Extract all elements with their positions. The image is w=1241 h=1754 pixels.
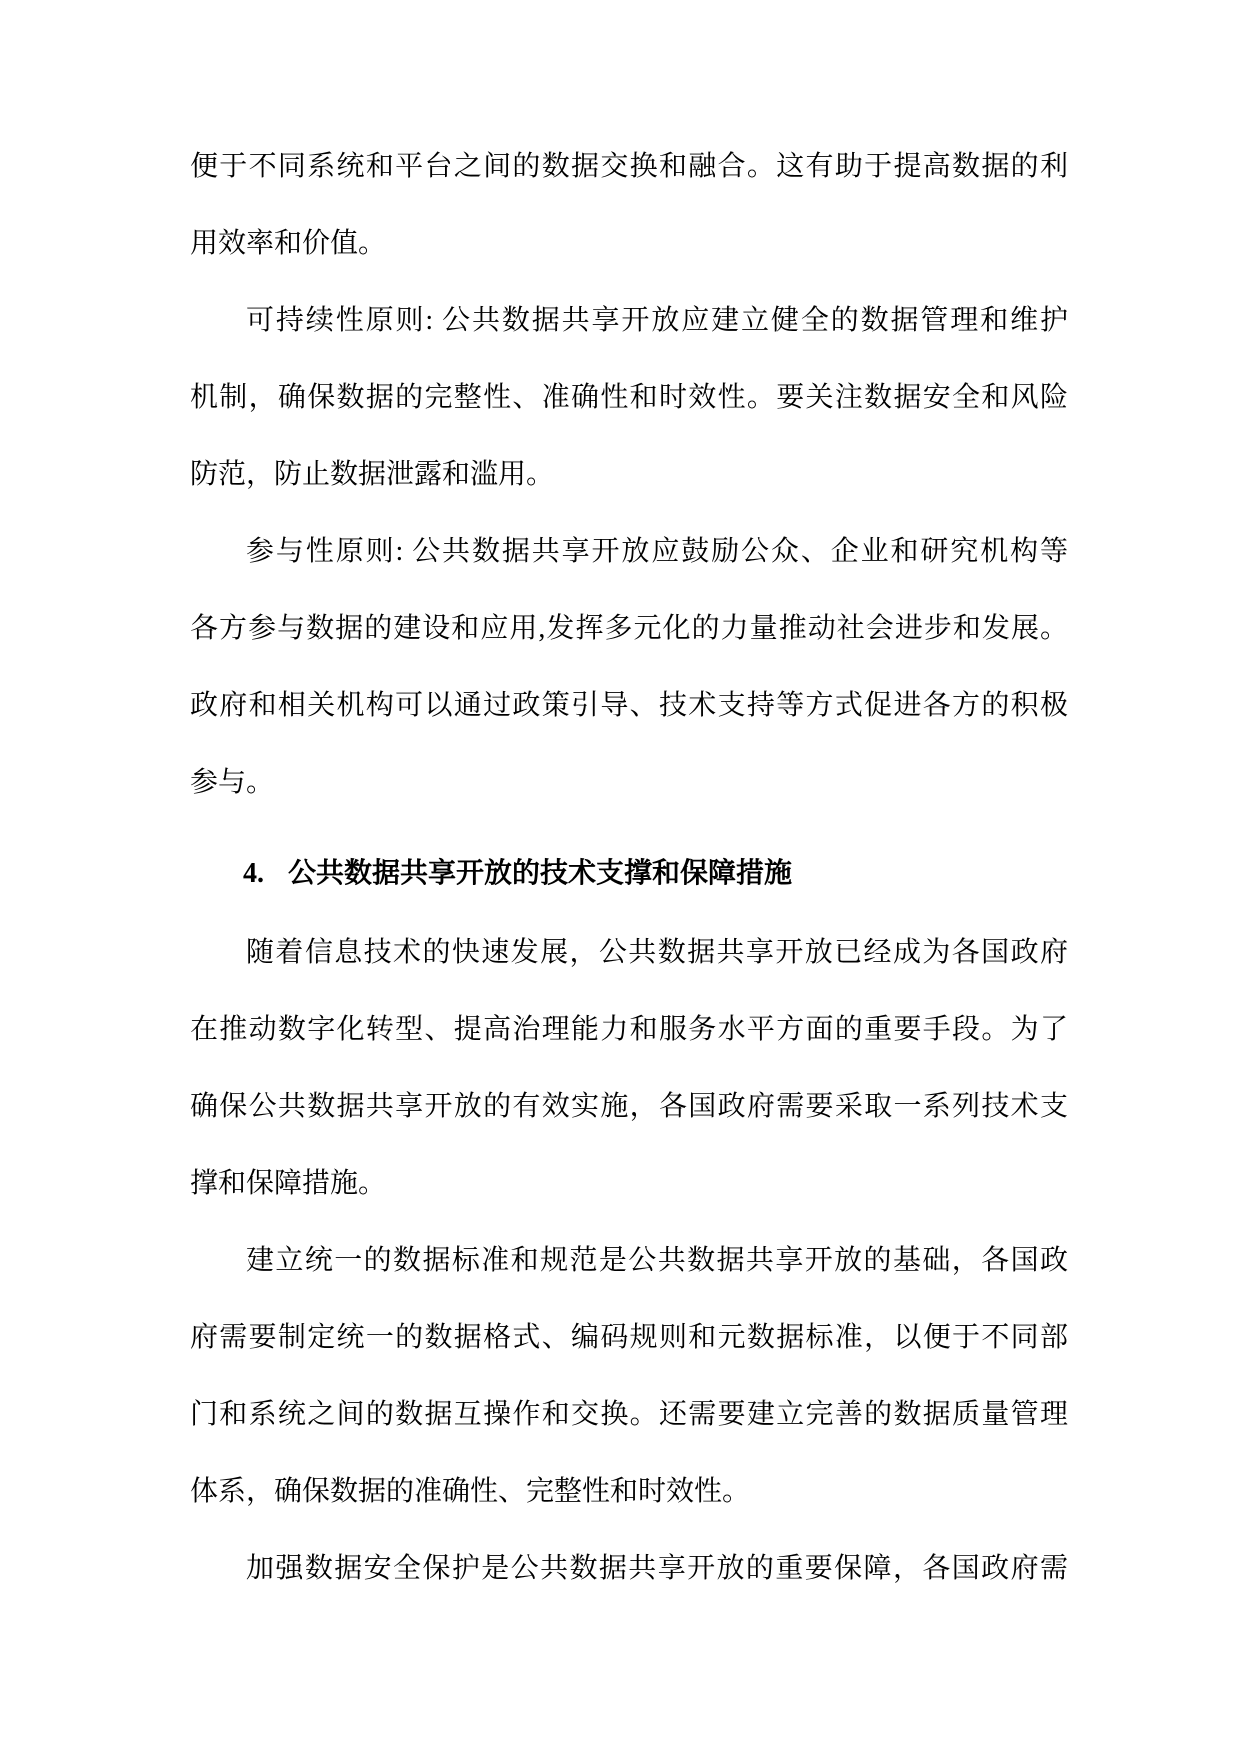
text-line: 门和系统之间的数据互操作和交换。还需要建立完善的数据质量管理 bbox=[190, 1399, 1068, 1430]
text-line: 府需要制定统一的数据格式、编码规则和元数据标准，以便于不同部 bbox=[190, 1322, 1068, 1353]
text-line: 随着信息技术的快速发展，公共数据共享开放已经成为各国政府 bbox=[246, 937, 1068, 968]
text-line: 体系，确保数据的准确性、完整性和时效性。 bbox=[190, 1476, 751, 1507]
text-line: 便于不同系统和平台之间的数据交换和融合。这有助于提高数据的利 bbox=[190, 151, 1068, 182]
text-line: 防范，防止数据泄露和滥用。 bbox=[190, 459, 555, 490]
text-line: 用效率和价值。 bbox=[190, 228, 387, 259]
text-line: 可持续性原则: 公共数据共享开放应建立健全的数据管理和维护 bbox=[246, 305, 1068, 336]
text-line: 各方参与数据的建设和应用,发挥多元化的力量推动社会进步和发展。 bbox=[190, 613, 1068, 644]
section-heading-number: 4. bbox=[243, 858, 264, 889]
text-line: 建立统一的数据标准和规范是公共数据共享开放的基础，各国政 bbox=[246, 1245, 1068, 1276]
text-line: 参与。 bbox=[190, 767, 275, 798]
text-line: 撑和保障措施。 bbox=[190, 1168, 387, 1199]
text-line: 政府和相关机构可以通过政策引导、技术支持等方式促进各方的积极 bbox=[190, 690, 1068, 721]
section-heading bbox=[190, 835, 1068, 912]
section-heading-title: 公共数据共享开放的技术支撑和保障措施 bbox=[288, 858, 793, 889]
text-line: 机制，确保数据的完整性、准确性和时效性。要关注数据安全和风险 bbox=[190, 382, 1068, 413]
text-line: 在推动数字化转型、提高治理能力和服务水平方面的重要手段。为了 bbox=[190, 1014, 1068, 1045]
text-line: 确保公共数据共享开放的有效实施，各国政府需要采取一系列技术支 bbox=[190, 1091, 1068, 1122]
text-line: 加强数据安全保护是公共数据共享开放的重要保障，各国政府需 bbox=[246, 1553, 1068, 1584]
text-line: 参与性原则: 公共数据共享开放应鼓励公众、企业和研究机构等 bbox=[246, 536, 1068, 567]
